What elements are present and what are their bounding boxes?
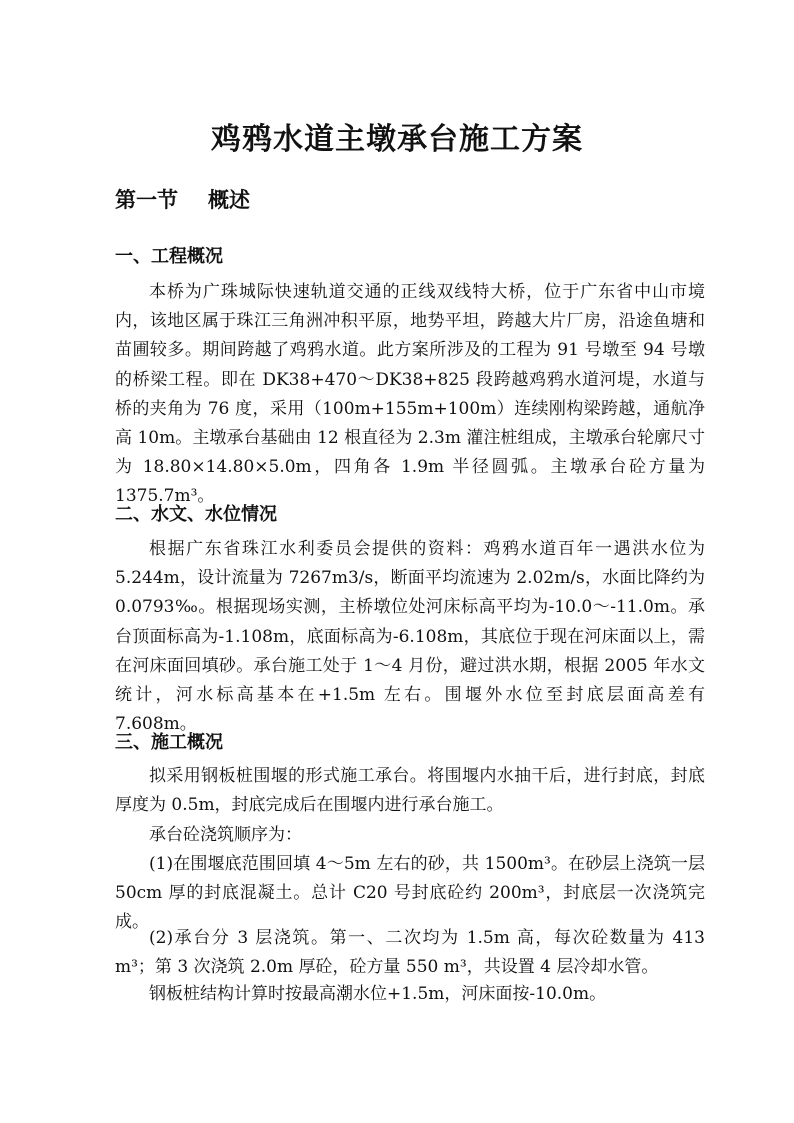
- paragraph-construction-method: 拟采用钢板桩围堰的形式施工承台。将围堰内水抽干后，进行封底，封底厚度为 0.5m，封底完成后在围堰内进行承台施工。: [115, 766, 705, 816]
- chapter-number: 第一节: [115, 187, 178, 212]
- paragraph-step-2: (2)承台分 3 层浇筑。第一、二次均为 1.5m 高，每次砼数量为 413 m³；第 3 次浇筑 2.0m 厚砼，砼方量 550 m³，共设置 4 层冷却水管。: [115, 928, 705, 978]
- paragraph-step-1: (1)在围堰底范围回填 4～5m 左右的砂，共 1500m³。在砂层上浇筑一层 50cm 厚的封底混凝土。总计 C20 号封底砼约 200m³，封底层一次浇筑完成。: [115, 854, 705, 933]
- document-title: 鸡鸦水道主墩承台施工方案: [211, 122, 583, 157]
- paragraph-hydrology: 根据广东省珠江水利委员会提供的资料：鸡鸦水道百年一遇洪水位为 5.244m，设计流量为 7267m3/s，断面平均流速为 2.02m/s，水面比降约为 0.0793‰。根据现场实测，主桥墩位处河床标高平均为-10.0～-11.0m。承台顶面标高为-1.108m，底面标高为-6.108m，其底位于现在河床面以上，需在河床面回填砂。承台施工处于 1～4 月份，避过洪水期，根据 2005 年水文统计，河水标高基本在+1.5m 左右。围堰外水位至封底层面高差有 7.608m。: [115, 539, 705, 735]
- paragraph-sheet-pile-calc: 钢板桩结构计算时按最高潮水位+1.5m，河床面按-10.0m。: [149, 984, 607, 1004]
- paragraph-pouring-order: 承台砼浇筑顺序为：: [149, 825, 302, 845]
- section-heading-construction: 三、施工概况: [115, 732, 223, 753]
- section-heading-hydrology: 二、水文、水位情况: [115, 504, 277, 525]
- section-heading-project-overview: 一、工程概况: [115, 246, 223, 267]
- paragraph-project-overview: 本桥为广珠城际快速轨道交通的正线双线特大桥，位于广东省中山市境内，该地区属于珠江三角洲冲积平原，地势平坦，跨越大片厂房，沿途鱼塘和苗圃较多。期间跨越了鸡鸦水道。此方案所涉及的工程为 91 号墩至 94 号墩的桥梁工程。即在 DK38+470～DK38+825 段跨越鸡鸦水道河堤，水道与桥的夹角为 76 度，采用（100m+155m+100m）连续刚构梁跨越，通航净高 10m。主墩承台基础由 12 根直径为 2.3m 灌注桩组成，主墩承台轮廓尺寸为 18.80×14.80×5.0m，四角各 1.9m 半径圆弧。主墩承台砼方量为 1375.7m³。: [115, 282, 705, 507]
- chapter-name: 概述: [208, 187, 250, 212]
- chapter-heading: [115, 184, 250, 216]
